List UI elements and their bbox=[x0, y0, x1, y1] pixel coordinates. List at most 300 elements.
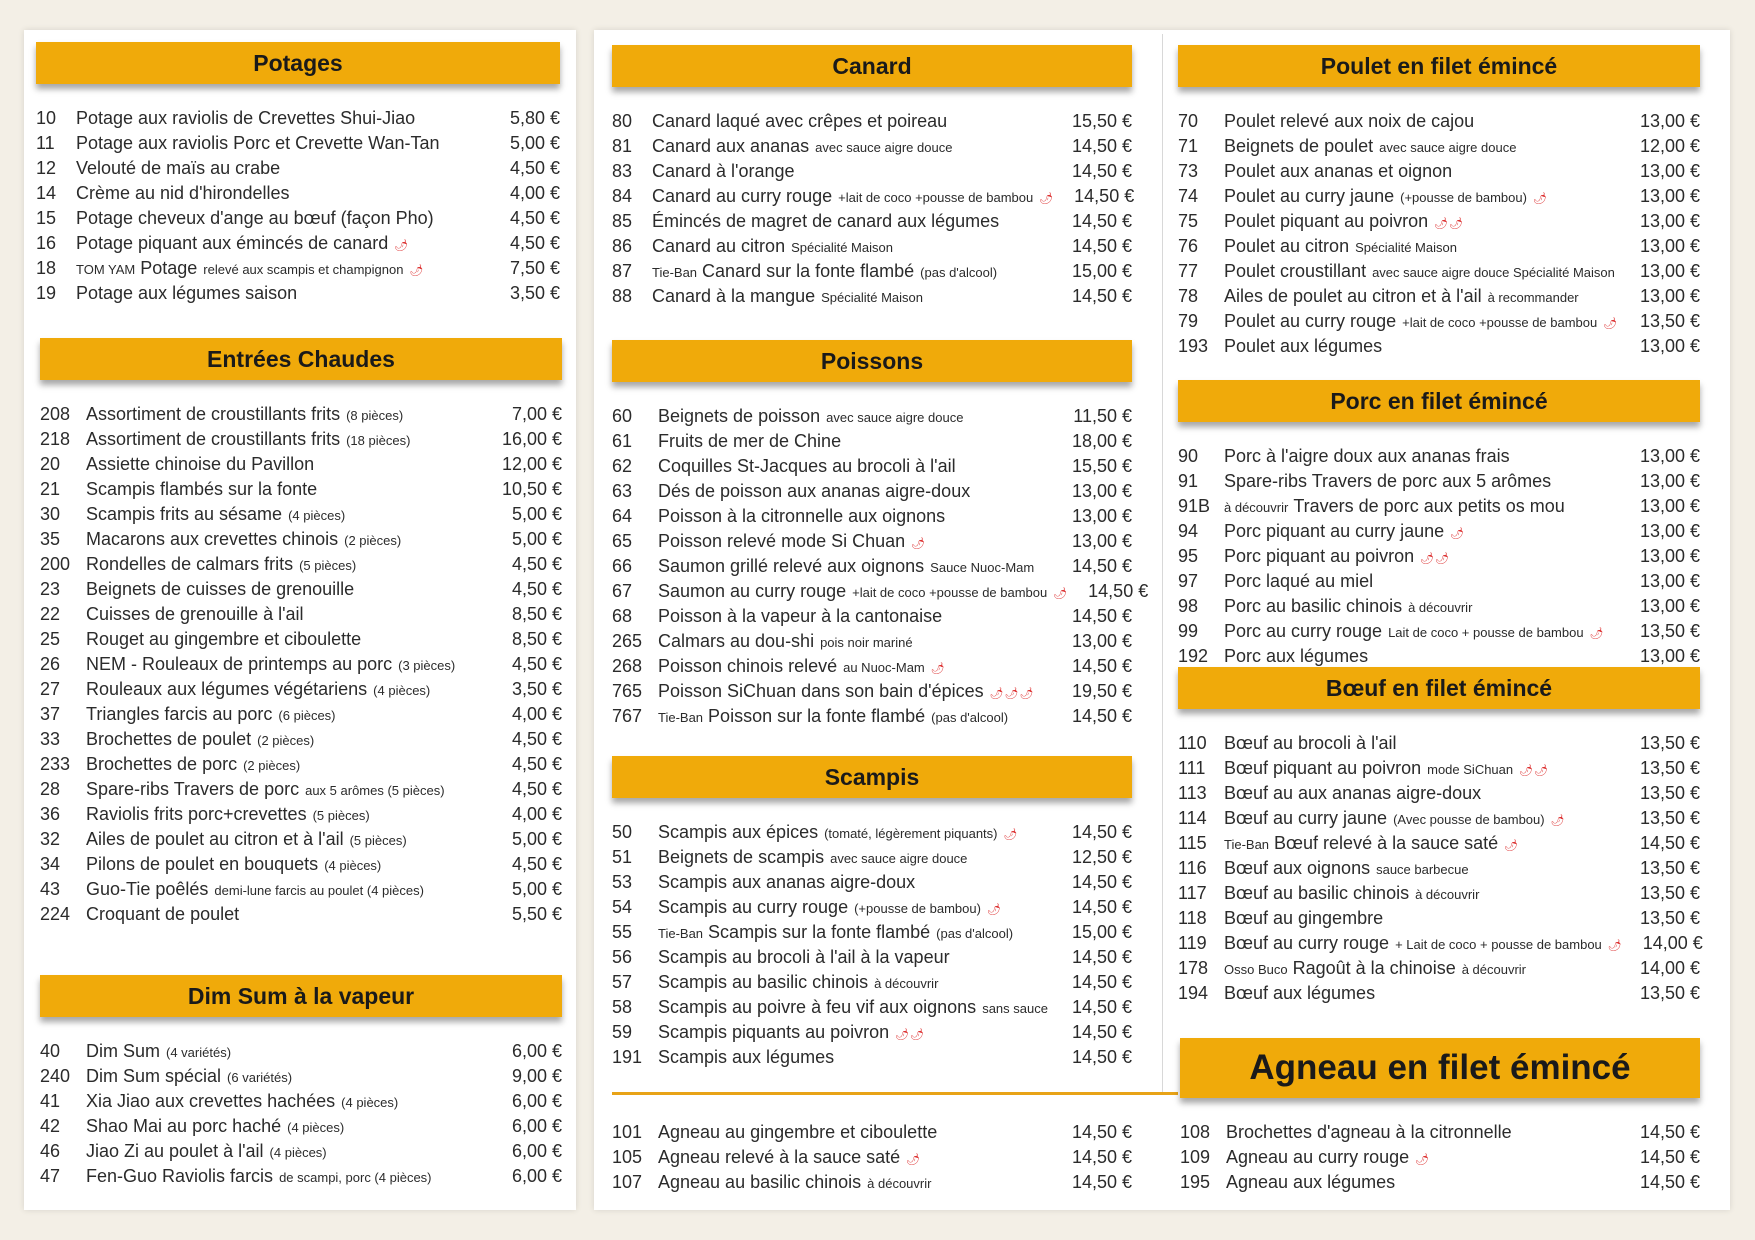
item-price: 12,50 € bbox=[1071, 847, 1132, 867]
item-name: Porc aux légumes bbox=[1224, 646, 1369, 666]
section-header: Canard bbox=[612, 45, 1132, 87]
item-name: Croquant de poulet bbox=[86, 904, 240, 924]
item-label bbox=[658, 1022, 1052, 1043]
item-name: Cuisses de grenouille à l'ail bbox=[86, 604, 304, 624]
item-label bbox=[86, 1066, 482, 1087]
item-note: (5 pièces) bbox=[349, 833, 407, 848]
item-label bbox=[658, 506, 1052, 527]
item-label bbox=[1224, 111, 1620, 132]
item-prefix: à découvrir bbox=[1224, 500, 1289, 515]
menu-item bbox=[1178, 644, 1700, 669]
item-note: Sauce Nuoc-Mam bbox=[930, 560, 1035, 575]
menu-item bbox=[40, 1139, 562, 1164]
chili-pepper-icon: 🌶 bbox=[1603, 318, 1619, 330]
item-price: 13,00 € bbox=[1071, 531, 1132, 551]
item-label bbox=[652, 161, 1052, 182]
chili-pepper-icon: 🌶 bbox=[409, 265, 425, 277]
section-potages bbox=[36, 42, 560, 306]
item-label bbox=[86, 754, 482, 775]
item-note: (18 pièces) bbox=[346, 433, 411, 448]
item-name: Spare-ribs Travers de porc aux 5 arômes bbox=[1224, 471, 1552, 491]
item-number: 74 bbox=[1178, 186, 1199, 206]
menu-item bbox=[612, 209, 1132, 234]
section-header: Bœuf en filet émincé bbox=[1178, 667, 1700, 709]
menu-item bbox=[1178, 569, 1700, 594]
item-label bbox=[658, 897, 1052, 918]
menu-item bbox=[612, 259, 1132, 284]
item-name: Brochettes d'agneau à la citronnelle bbox=[1226, 1122, 1512, 1142]
item-price: 4,50 € bbox=[511, 554, 562, 574]
item-number: 91 bbox=[1178, 471, 1199, 491]
item-name: NEM - Rouleaux de printemps au porc bbox=[86, 654, 393, 674]
chili-pepper-icon: 🌶 bbox=[1450, 528, 1466, 540]
chili-pepper-icon: 🌶 bbox=[911, 538, 927, 550]
item-note: (4 pièces) bbox=[287, 1120, 345, 1135]
item-number: 105 bbox=[612, 1147, 643, 1167]
item-price: 5,00 € bbox=[509, 133, 560, 153]
item-name: Canard aux ananas bbox=[652, 136, 810, 156]
item-number: 117 bbox=[1178, 883, 1207, 903]
item-prefix: Tie-Ban bbox=[658, 710, 704, 725]
menu-item bbox=[40, 677, 562, 702]
item-number: 63 bbox=[612, 481, 633, 501]
item-label bbox=[652, 111, 1052, 132]
menu-item bbox=[40, 1089, 562, 1114]
item-name: Canard à l'orange bbox=[652, 161, 795, 181]
item-note: avec sauce aigre douce Spécialité Maison bbox=[1372, 265, 1615, 280]
item-label bbox=[1224, 858, 1620, 879]
item-label bbox=[658, 556, 1052, 577]
chili-pepper-icon: 🌶🌶🌶 bbox=[989, 688, 1035, 700]
item-name: Poulet aux ananas et oignon bbox=[1224, 161, 1453, 181]
menu-item bbox=[612, 629, 1132, 654]
lamb-divider-line bbox=[612, 1092, 1178, 1095]
item-note: +lait de coco +pousse de bambou bbox=[1402, 315, 1598, 330]
item-label bbox=[658, 681, 1052, 702]
item-note: à recommander bbox=[1487, 290, 1579, 305]
item-name: Canard au curry rouge bbox=[652, 186, 833, 206]
item-number: 192 bbox=[1178, 646, 1209, 666]
item-note: (pas d'alcool) bbox=[920, 265, 998, 280]
menu-item bbox=[40, 552, 562, 577]
item-label bbox=[652, 261, 1052, 282]
item-price: 15,00 € bbox=[1071, 922, 1132, 942]
item-name: Saumon au curry rouge bbox=[658, 581, 847, 601]
item-label bbox=[86, 1091, 482, 1112]
item-note: à découvrir bbox=[1415, 887, 1480, 902]
item-name: Scampis piquants au poivron bbox=[658, 1022, 890, 1042]
item-name: Scampis au curry rouge bbox=[658, 897, 849, 917]
item-number: 54 bbox=[612, 897, 633, 917]
item-name: Calmars au dou-shi bbox=[658, 631, 815, 651]
item-number: 233 bbox=[40, 754, 71, 774]
item-label bbox=[1224, 261, 1620, 282]
item-number: 118 bbox=[1178, 908, 1207, 928]
item-number: 200 bbox=[40, 554, 71, 574]
item-label bbox=[1224, 883, 1620, 904]
menu-item bbox=[40, 802, 562, 827]
item-label bbox=[1226, 1122, 1620, 1143]
section-header: Entrées Chaudes bbox=[40, 338, 562, 380]
item-number: 71 bbox=[1178, 136, 1199, 156]
item-note: à découvrir bbox=[1461, 962, 1527, 977]
item-name: Poulet piquant au poivron bbox=[1224, 211, 1429, 231]
item-name: Porc piquant au curry jaune bbox=[1224, 521, 1445, 541]
menu-item bbox=[40, 1039, 562, 1064]
item-price: 14,50 € bbox=[1071, 1172, 1132, 1192]
menu-item bbox=[1178, 594, 1700, 619]
item-name: Bœuf piquant au poivron bbox=[1224, 758, 1422, 778]
item-name: Poulet au citron bbox=[1224, 236, 1350, 256]
menu-item bbox=[40, 402, 562, 427]
section-poissons bbox=[612, 340, 1149, 729]
item-price: 6,00 € bbox=[511, 1041, 562, 1061]
item-price: 14,50 € bbox=[1071, 872, 1132, 892]
menu-item bbox=[36, 231, 560, 256]
item-price: 13,00 € bbox=[1071, 631, 1132, 651]
item-number: 33 bbox=[40, 729, 61, 749]
item-number: 60 bbox=[612, 406, 633, 426]
item-number: 66 bbox=[612, 556, 633, 576]
item-name: Potage aux raviolis Porc et Crevette Wan-Tan bbox=[76, 133, 440, 153]
item-price: 13,00 € bbox=[1639, 646, 1700, 666]
item-name: Pilons de poulet en bouquets bbox=[86, 854, 319, 874]
item-number: 50 bbox=[612, 822, 633, 842]
menu-item bbox=[612, 134, 1132, 159]
chili-pepper-icon: 🌶 bbox=[394, 240, 410, 252]
item-name: Poisson à la citronnelle aux oignons bbox=[658, 506, 946, 526]
item-price: 14,50 € bbox=[1071, 822, 1132, 842]
item-name: Poulet relevé aux noix de cajou bbox=[1224, 111, 1475, 131]
item-price: 14,50 € bbox=[1639, 1122, 1700, 1142]
menu-item bbox=[1180, 1145, 1700, 1170]
item-price: 14,50 € bbox=[1639, 1147, 1700, 1167]
item-price: 14,50 € bbox=[1071, 606, 1132, 626]
item-price: 5,00 € bbox=[511, 529, 562, 549]
menu-item bbox=[612, 504, 1132, 529]
item-price: 15,00 € bbox=[1071, 261, 1132, 281]
menu-item bbox=[612, 920, 1132, 945]
item-label bbox=[652, 286, 1052, 307]
menu-item bbox=[612, 970, 1132, 995]
section-header: Potages bbox=[36, 42, 560, 84]
item-number: 56 bbox=[612, 947, 633, 967]
item-price: 19,50 € bbox=[1071, 681, 1132, 701]
menu-item bbox=[40, 452, 562, 477]
item-label bbox=[1224, 621, 1620, 642]
item-name: Brochettes de porc bbox=[86, 754, 238, 774]
item-price: 13,00 € bbox=[1639, 336, 1700, 356]
item-label bbox=[86, 1141, 482, 1162]
section-porc bbox=[1178, 380, 1700, 669]
item-number: 32 bbox=[40, 829, 61, 849]
item-number: 23 bbox=[40, 579, 61, 599]
item-number: 76 bbox=[1178, 236, 1199, 256]
menu-item bbox=[40, 827, 562, 852]
menu-item bbox=[1178, 234, 1700, 259]
item-number: 86 bbox=[612, 236, 633, 256]
item-price: 14,00 € bbox=[1642, 933, 1703, 953]
menu-item bbox=[612, 704, 1132, 729]
item-price: 13,00 € bbox=[1639, 471, 1700, 491]
item-number: 113 bbox=[1178, 783, 1207, 803]
item-price: 15,50 € bbox=[1071, 111, 1132, 131]
item-price: 14,50 € bbox=[1071, 161, 1132, 181]
item-note: (6 variétés) bbox=[227, 1070, 293, 1085]
item-number: 87 bbox=[612, 261, 633, 281]
item-number: 107 bbox=[612, 1172, 643, 1192]
menu-item bbox=[40, 427, 562, 452]
item-name: Rondelles de calmars frits bbox=[86, 554, 294, 574]
item-label bbox=[1224, 833, 1620, 854]
item-price: 13,00 € bbox=[1639, 186, 1700, 206]
item-price: 14,50 € bbox=[1071, 1147, 1132, 1167]
menu-item bbox=[36, 256, 560, 281]
item-number: 14 bbox=[36, 183, 57, 203]
item-note: (6 pièces) bbox=[278, 708, 336, 723]
item-label bbox=[658, 656, 1052, 677]
item-price: 13,00 € bbox=[1639, 496, 1700, 516]
item-number: 61 bbox=[612, 431, 633, 451]
item-number: 94 bbox=[1178, 521, 1199, 541]
item-number: 224 bbox=[40, 904, 71, 924]
item-note: Lait de coco + pousse de bambou bbox=[1388, 625, 1584, 640]
item-price: 5,00 € bbox=[511, 879, 562, 899]
chili-pepper-icon: 🌶 bbox=[906, 1154, 922, 1166]
item-number: 99 bbox=[1178, 621, 1199, 641]
item-name: Scampis aux ananas aigre-doux bbox=[658, 872, 916, 892]
item-label bbox=[1224, 236, 1620, 257]
item-number: 79 bbox=[1178, 311, 1199, 331]
item-price: 4,00 € bbox=[511, 804, 562, 824]
item-price: 4,50 € bbox=[511, 654, 562, 674]
item-note: (4 pièces) bbox=[373, 683, 431, 698]
item-note: à découvrir bbox=[867, 1176, 932, 1191]
item-price: 13,50 € bbox=[1639, 733, 1700, 753]
item-price: 8,50 € bbox=[511, 604, 562, 624]
item-price: 3,50 € bbox=[509, 283, 560, 303]
item-price: 14,50 € bbox=[1071, 706, 1132, 726]
item-label bbox=[1224, 646, 1620, 667]
item-price: 14,50 € bbox=[1071, 897, 1132, 917]
menu-item bbox=[40, 752, 562, 777]
item-note: demi-lune farcis au poulet (4 pièces) bbox=[214, 883, 424, 898]
item-label bbox=[1226, 1172, 1620, 1193]
item-name: Dés de poisson aux ananas aigre-doux bbox=[658, 481, 971, 501]
item-label bbox=[1224, 496, 1620, 517]
item-number: 240 bbox=[40, 1066, 71, 1086]
item-price: 13,00 € bbox=[1639, 161, 1700, 181]
item-number: 208 bbox=[40, 404, 71, 424]
section-scampis bbox=[612, 756, 1132, 1070]
menu-item bbox=[612, 579, 1149, 604]
item-price: 9,00 € bbox=[511, 1066, 562, 1086]
item-number: 218 bbox=[40, 429, 71, 449]
item-note: +lait de coco +pousse de bambou bbox=[852, 585, 1048, 600]
item-name: Travers de porc aux petits os mou bbox=[1293, 496, 1565, 516]
menu-item bbox=[612, 1145, 1132, 1170]
item-number: 26 bbox=[40, 654, 61, 674]
item-label bbox=[86, 504, 482, 525]
item-number: 81 bbox=[612, 136, 633, 156]
item-name: Shao Mai au porc haché bbox=[86, 1116, 282, 1136]
item-note: (Avec pousse de bambou) bbox=[1393, 812, 1545, 827]
item-number: 34 bbox=[40, 854, 61, 874]
item-number: 68 bbox=[612, 606, 633, 626]
item-note: + Lait de coco + pousse de bambou bbox=[1395, 937, 1602, 952]
item-price: 7,50 € bbox=[509, 258, 560, 278]
item-price: 14,50 € bbox=[1071, 1022, 1132, 1042]
item-name: Brochettes de poulet bbox=[86, 729, 252, 749]
item-price: 13,00 € bbox=[1639, 571, 1700, 591]
item-name: Scampis aux épices bbox=[658, 822, 819, 842]
item-label bbox=[658, 972, 1052, 993]
item-name: Xia Jiao aux crevettes hachées bbox=[86, 1091, 336, 1111]
menu-item bbox=[1178, 109, 1700, 134]
item-label bbox=[658, 1047, 1052, 1068]
item-price: 4,50 € bbox=[509, 208, 560, 228]
item-note: (4 pièces) bbox=[288, 508, 346, 523]
item-number: 10 bbox=[36, 108, 57, 128]
item-number: 55 bbox=[612, 922, 633, 942]
item-number: 11 bbox=[36, 133, 55, 153]
item-note: à découvrir bbox=[874, 976, 939, 991]
item-name: Scampis sur la fonte flambé bbox=[708, 922, 931, 942]
item-note: (2 pièces) bbox=[344, 533, 402, 548]
menu-item bbox=[1178, 881, 1700, 906]
item-label bbox=[86, 779, 482, 800]
menu-item bbox=[36, 156, 560, 181]
item-label bbox=[1224, 733, 1620, 754]
item-number: 95 bbox=[1178, 546, 1199, 566]
item-label bbox=[1224, 161, 1620, 182]
item-name: Porc piquant au poivron bbox=[1224, 546, 1415, 566]
menu-item bbox=[1178, 806, 1700, 831]
item-number: 116 bbox=[1178, 858, 1207, 878]
item-number: 58 bbox=[612, 997, 633, 1017]
item-label bbox=[658, 1172, 1052, 1193]
item-name: Agneau aux légumes bbox=[1226, 1172, 1396, 1192]
item-number: 80 bbox=[612, 111, 633, 131]
item-note: (2 pièces) bbox=[243, 758, 301, 773]
chili-pepper-icon: 🌶 bbox=[1589, 628, 1605, 640]
menu-item bbox=[612, 945, 1132, 970]
item-label bbox=[1224, 186, 1620, 207]
item-prefix: Osso Buco bbox=[1224, 962, 1288, 977]
item-label bbox=[86, 479, 482, 500]
item-label bbox=[86, 879, 482, 900]
item-number: 16 bbox=[36, 233, 57, 253]
item-note: avec sauce aigre douce bbox=[826, 410, 964, 425]
chili-pepper-icon: 🌶 bbox=[1415, 1154, 1431, 1166]
item-number: 101 bbox=[612, 1122, 643, 1142]
item-label bbox=[1224, 958, 1620, 979]
item-price: 14,50 € bbox=[1071, 286, 1132, 306]
menu-item bbox=[40, 1164, 562, 1189]
item-price: 14,50 € bbox=[1074, 186, 1135, 206]
item-price: 18,00 € bbox=[1071, 431, 1132, 451]
item-note: (2 pièces) bbox=[257, 733, 315, 748]
item-name: Agneau relevé à la sauce saté bbox=[658, 1147, 901, 1167]
item-price: 13,00 € bbox=[1071, 481, 1132, 501]
item-number: 78 bbox=[1178, 286, 1199, 306]
item-name: Bœuf au brocoli à l'ail bbox=[1224, 733, 1397, 753]
item-price: 14,00 € bbox=[1639, 958, 1700, 978]
menu-item bbox=[40, 577, 562, 602]
item-price: 5,00 € bbox=[511, 829, 562, 849]
menu-item bbox=[40, 877, 562, 902]
section-agneau-left bbox=[612, 1120, 1132, 1195]
menu-item bbox=[1178, 444, 1700, 469]
item-name: Bœuf au basilic chinois bbox=[1224, 883, 1410, 903]
item-name: Porc à l'aigre doux aux ananas frais bbox=[1224, 446, 1510, 466]
item-price: 3,50 € bbox=[511, 679, 562, 699]
item-name: Poulet au curry rouge bbox=[1224, 311, 1397, 331]
item-note: (pas d'alcool) bbox=[936, 926, 1014, 941]
menu-item bbox=[612, 604, 1132, 629]
item-price: 14,50 € bbox=[1071, 236, 1132, 256]
item-number: 195 bbox=[1180, 1172, 1211, 1192]
item-price: 13,00 € bbox=[1639, 521, 1700, 541]
menu-item bbox=[1178, 831, 1700, 856]
menu-item bbox=[40, 702, 562, 727]
item-label bbox=[658, 456, 1052, 477]
item-name: Potage cheveux d'ange au bœuf (façon Pho) bbox=[76, 208, 434, 228]
item-number: 114 bbox=[1178, 808, 1207, 828]
menu-item bbox=[40, 502, 562, 527]
menu-item bbox=[612, 654, 1132, 679]
item-name: Poisson SiChuan dans son bain d'épices bbox=[658, 681, 984, 701]
menu-item bbox=[36, 131, 560, 156]
item-label bbox=[1224, 471, 1620, 492]
item-name: Crème au nid d'hirondelles bbox=[76, 183, 290, 203]
item-note: avec sauce aigre douce bbox=[830, 851, 968, 866]
item-label bbox=[86, 704, 482, 725]
item-note: au Nuoc-Mam bbox=[843, 660, 925, 675]
item-label bbox=[86, 679, 482, 700]
item-name: Bœuf aux oignons bbox=[1224, 858, 1371, 878]
item-name: Spare-ribs Travers de porc bbox=[86, 779, 300, 799]
item-label bbox=[86, 429, 482, 450]
item-name: Guo-Tie poêlés bbox=[86, 879, 209, 899]
item-number: 193 bbox=[1178, 336, 1209, 356]
item-price: 4,50 € bbox=[509, 158, 560, 178]
item-note: (4 pièces) bbox=[269, 1145, 327, 1160]
item-note: aux 5 arômes (5 pièces) bbox=[305, 783, 445, 798]
menu-item bbox=[40, 727, 562, 752]
menu-item bbox=[40, 902, 562, 927]
item-number: 62 bbox=[612, 456, 633, 476]
item-label bbox=[1224, 596, 1620, 617]
menu-item bbox=[1178, 134, 1700, 159]
item-note: (5 pièces) bbox=[312, 808, 370, 823]
item-number: 28 bbox=[40, 779, 61, 799]
item-price: 4,00 € bbox=[511, 704, 562, 724]
chili-pepper-icon: 🌶 bbox=[1550, 815, 1566, 827]
item-name: Scampis au brocoli à l'ail à la vapeur bbox=[658, 947, 950, 967]
section-header: Poulet en filet émincé bbox=[1178, 45, 1700, 87]
item-price: 6,00 € bbox=[511, 1091, 562, 1111]
item-name: Potage piquant aux émincés de canard bbox=[76, 233, 389, 253]
item-name: Assortiment de croustillants frits bbox=[86, 429, 341, 449]
item-price: 14,50 € bbox=[1071, 211, 1132, 231]
item-note: mode SiChuan bbox=[1427, 762, 1514, 777]
item-label bbox=[658, 922, 1052, 943]
item-price: 5,50 € bbox=[511, 904, 562, 924]
item-note: relevé aux scampis et champignon bbox=[203, 262, 404, 277]
item-name: Bœuf au gingembre bbox=[1224, 908, 1384, 928]
menu-item bbox=[1178, 309, 1700, 334]
